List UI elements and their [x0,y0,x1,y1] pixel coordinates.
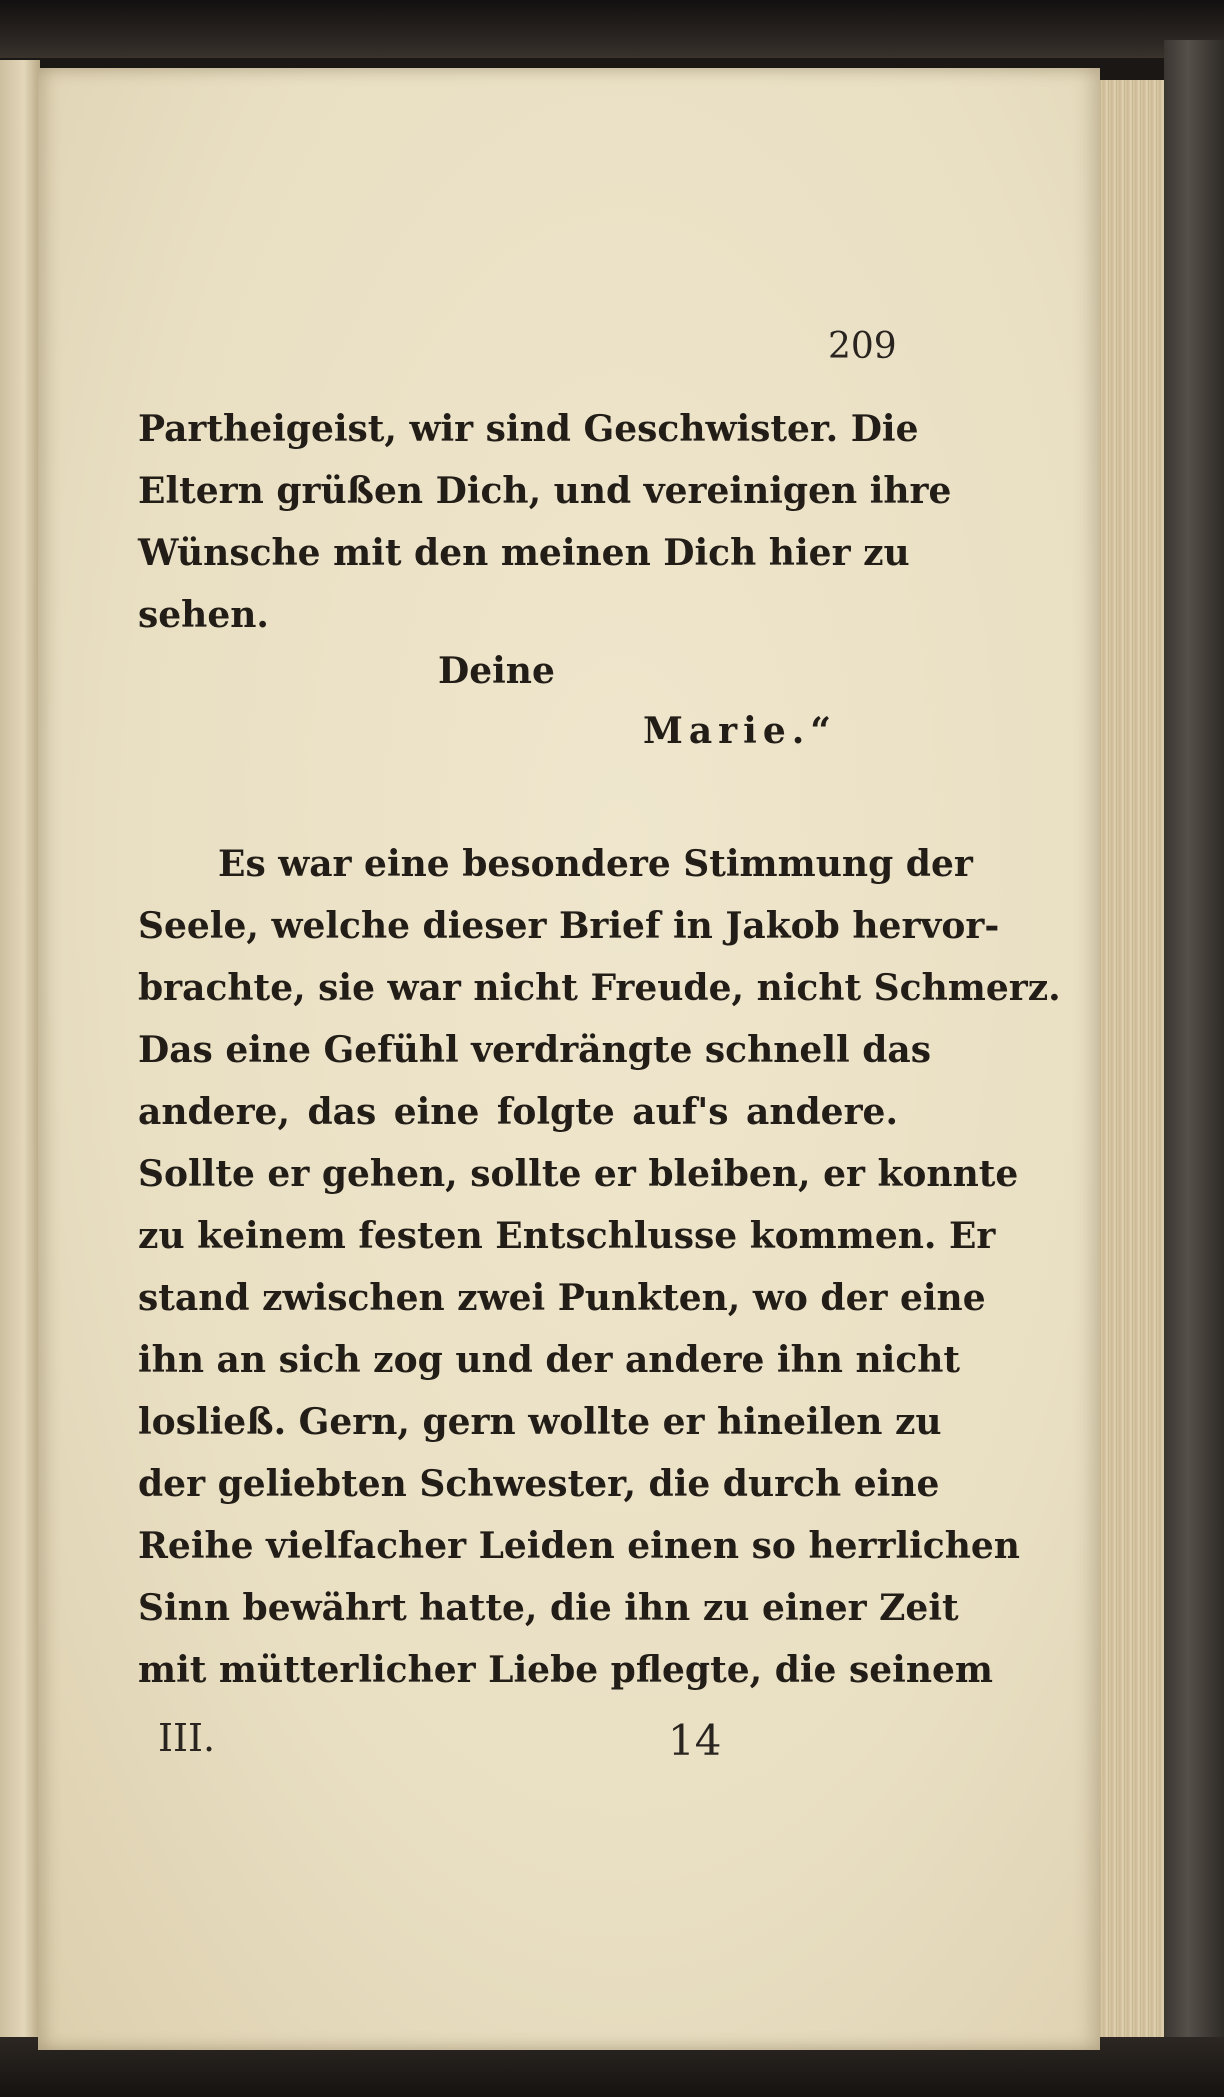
text-line: andere, das eine folgte auf's andere. [138,1091,898,1133]
text-line: losließ. Gern, gern wollte er hineilen zu [138,1401,942,1443]
signature-mark: III. [158,1716,216,1760]
letter-closing: Deine [438,650,555,692]
text-line: ihn an sich zog und der andere ihn nicht [138,1339,961,1381]
paragraph [138,833,1061,1701]
letter-ending [138,398,952,646]
text-line: zu keinem festen Entschlusse kommen. Er [138,1215,996,1257]
text-line: Wünsche mit den meinen Dich hier zu [138,532,910,574]
text-line: Eltern grüßen Dich, und vereinigen ihre [138,470,952,512]
text-line: der geliebten Schwester, die durch eine [138,1463,940,1505]
book-cover-right [1164,40,1224,2040]
text-line: Partheigeist, wir sind Geschwister. Die [138,408,919,450]
book-page [38,68,1100,2050]
text-line: Reihe vielfacher Leiden einen so herrlichen [138,1525,1020,1567]
page-number: 209 [828,326,897,367]
text-line: Seele, welche dieser Brief in Jakob hervor- [138,905,1000,947]
sheet-number: 14 [668,1716,722,1765]
text-line: Das eine Gefühl verdrängte schnell das [138,1029,931,1071]
text-line: mit mütterlicher Liebe pflegte, die seinem [138,1649,993,1691]
text-line: sehen. [138,594,269,636]
text-line: stand zwischen zwei Punkten, wo der eine [138,1277,986,1319]
text-line: Sinn bewährt hatte, die ihn zu einer Zeit [138,1587,959,1629]
text-line: Es war eine besondere Stimmung der [218,843,973,885]
left-page-edge [0,60,40,2045]
text-line: Sollte er gehen, sollte er bleiben, er konnte [138,1153,1019,1195]
letter-signature: Marie.“ [643,710,837,752]
text-line: brachte, sie war nicht Freude, nicht Schmerz. [138,967,1061,1009]
book-binding-top [0,0,1224,58]
